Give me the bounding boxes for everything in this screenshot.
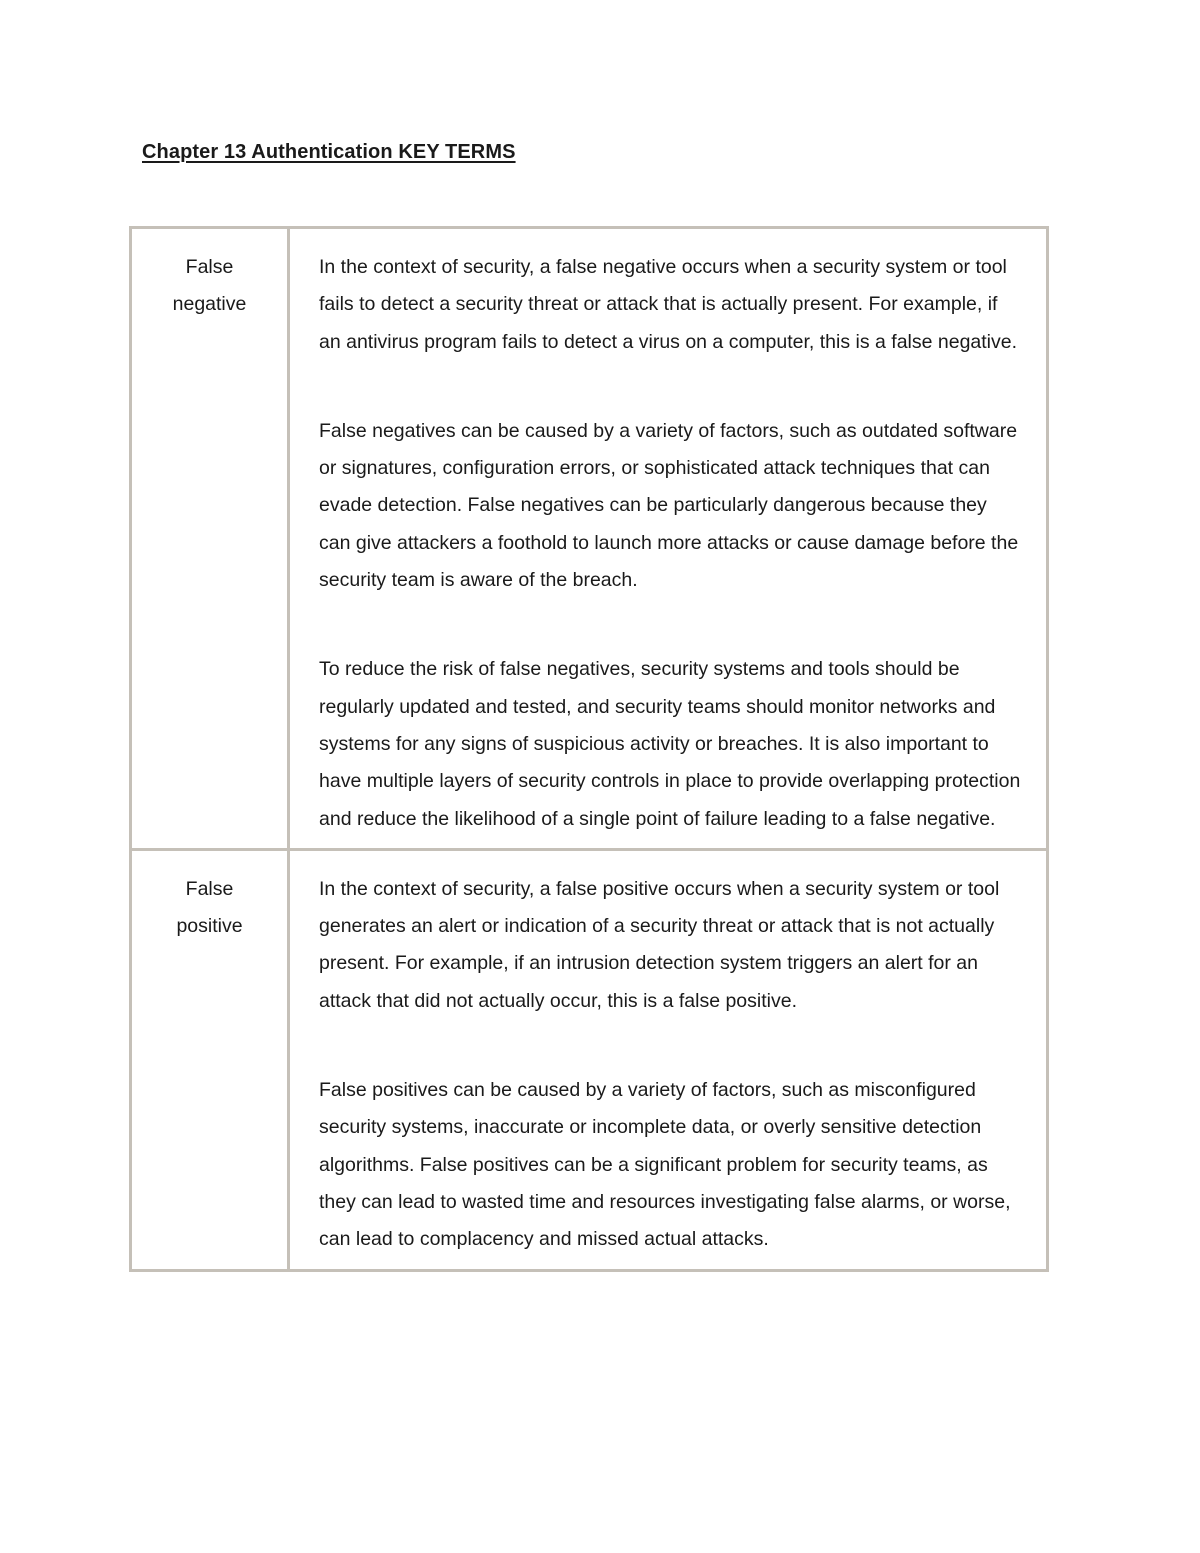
page-title: Chapter 13 Authentication KEY TERMS bbox=[142, 141, 516, 163]
definition-paragraph: In the context of security, a false negative occurs when a security system or tool fails to detect a security threat or attack that is actually present. For example, if an antivirus program fails to detect a virus on a computer, this is a false negative. bbox=[319, 256, 1018, 353]
term-label: False positive bbox=[176, 877, 243, 938]
definition-paragraph: False negatives can be caused by a variety of factors, such as outdated software or signatures, configuration errors, or sophisticated attack techniques that can evade detection. False negatives can be particularly dangerous because they can give attackers a foothold to launch more attacks or cause damage before the security team is aware of the breach. bbox=[319, 419, 1019, 592]
table-row bbox=[131, 849, 1048, 1270]
definition-paragraph: In the context of security, a false positive occurs when a security system or tool generates an alert or indication of a security threat or attack that is not actually present. For example, if an intrusion detection system triggers an alert for an attack that did not actually occur, this is a false positive. bbox=[319, 877, 1000, 1012]
table-row bbox=[131, 228, 1048, 850]
term-cell bbox=[131, 849, 289, 1270]
key-terms-table bbox=[129, 226, 1049, 1272]
definition-cell bbox=[289, 849, 1048, 1270]
definition-cell bbox=[289, 228, 1048, 850]
term-label: False negative bbox=[172, 256, 247, 316]
definition-paragraph: False positives can be caused by a variety of factors, such as misconfigured security systems, inaccurate or incomplete data, or overly sensitive detection algorithms. False positives can be a significant problem for security teams, as they can lead to wasted time and resources investigating false alarms, or worse, can lead to complacency and missed actual attacks. bbox=[319, 1079, 1011, 1251]
term-cell bbox=[131, 228, 289, 850]
definition-paragraph: To reduce the risk of false negatives, security systems and tools should be regularly updated and tested, and security teams should monitor networks and systems for any signs of suspicious activity or breaches. It is also important to have multiple layers of security controls in place to provide overlapping protection and reduce the likelihood of a single point of failure leading to a false negative. bbox=[319, 658, 1021, 830]
